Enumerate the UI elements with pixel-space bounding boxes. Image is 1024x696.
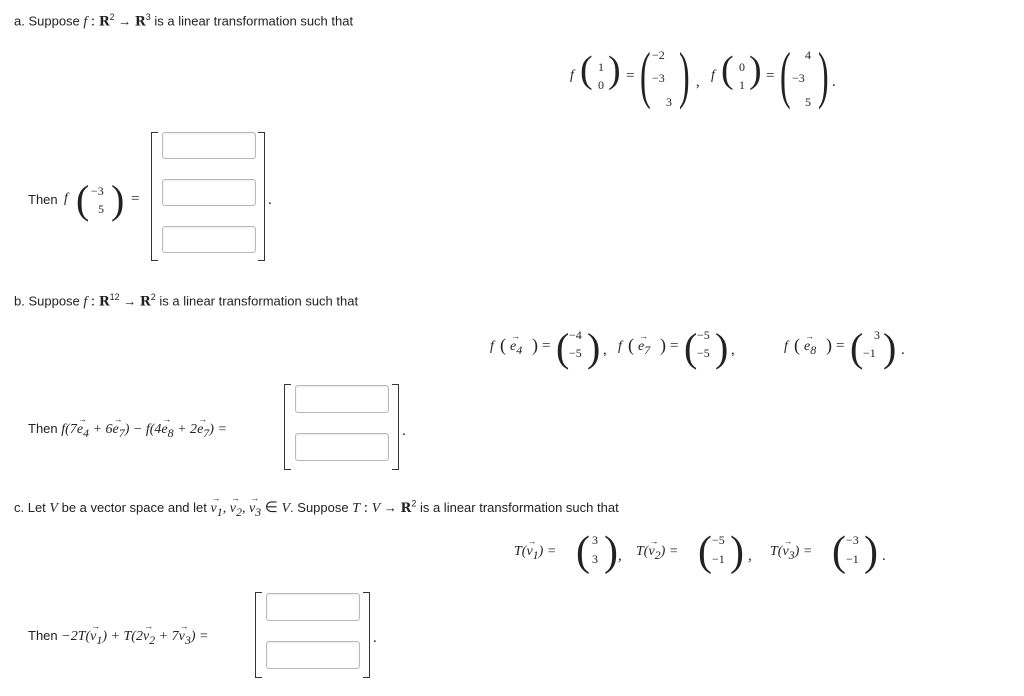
query-bottom: 5 <box>98 202 104 216</box>
part-a-query <box>28 177 158 224</box>
answer-c-input-2[interactable] <box>266 641 360 669</box>
open-paren: ( <box>850 325 864 370</box>
part-c-text-2: Suppose <box>297 500 349 515</box>
input-2-top: 0 <box>739 60 745 74</box>
domain-exponent: 12 <box>109 292 120 302</box>
f-e4-bottom: −5 <box>569 346 582 360</box>
e7-subscript: 7 <box>644 342 651 357</box>
output-1-b: −3 <box>652 71 665 85</box>
f-e7-bottom: −5 <box>697 346 710 360</box>
answer-c-right-bracket <box>363 592 370 678</box>
close-paren: ) <box>111 177 125 222</box>
e4-subscript: 4 <box>516 342 523 357</box>
answer-c-input-1[interactable] <box>266 593 360 621</box>
part-a-statement: a. Suppose f : $R^2 \to R^3$ is a linear transformation such that <box>14 12 354 30</box>
open-paren: ( <box>721 49 734 91</box>
equals-sign: = <box>626 68 635 84</box>
f-symbol: f <box>570 68 574 83</box>
part-b-query: Then $f(7\to e_4 + 6\to e_7) - f(4\to e_8 + 2\to e_7)$ = <box>28 421 227 441</box>
answer-b-left-bracket <box>284 384 291 470</box>
part-c-text-1: be a vector space and let <box>61 500 207 515</box>
then-label: Then <box>28 192 58 207</box>
answer-a-input-3[interactable] <box>162 226 256 253</box>
close-paren: ) <box>608 49 621 91</box>
f-symbol: f <box>618 339 622 354</box>
domain-exponent: 2 <box>109 12 115 22</box>
T-v2-bottom: −1 <box>712 552 725 566</box>
part-b-label: b. Suppose <box>14 293 80 309</box>
equals-sign: = <box>766 68 775 84</box>
e8-subscript: 8 <box>810 342 817 357</box>
output-2-b: −3 <box>792 71 805 85</box>
output-1-c: 3 <box>666 95 672 109</box>
answer-a-right-bracket <box>258 132 265 261</box>
part-b-statement: b. Suppose f : $R^{12} \to R^2$ is a linear transformation such that <box>14 292 359 310</box>
T-v1-bottom: 3 <box>592 552 598 566</box>
query-top: −3 <box>91 184 104 198</box>
part-a-label: a. Suppose <box>14 13 80 29</box>
answer-b-input-1[interactable] <box>295 385 389 413</box>
space-V: V <box>49 501 58 516</box>
close-paren: ) <box>730 529 744 575</box>
part-a-given-values: f ( 1 0 ) = ( −2 −3 3 ) , f ( 0 1 ) = ( 4 −3 5 ) . <box>570 39 836 110</box>
T-v3-top: −3 <box>846 533 859 547</box>
output-2-a: 4 <box>805 48 811 62</box>
answer-a-left-bracket <box>151 132 158 261</box>
input-2-bottom: 1 <box>739 78 745 92</box>
codomain-exponent: 2 <box>150 292 156 302</box>
part-b-given-values: f ( → $e_4$ ) = ( −4 −5 ) , f ( → $e_7$ ) = ( −5 −5 ) , f ( → $e_8$ ) = ( 3 −1 ) . <box>490 326 920 370</box>
codomain-exponent: 2 <box>411 498 417 509</box>
then-label: Then <box>28 421 58 436</box>
T-v1-top: 3 <box>592 533 598 547</box>
period: . <box>402 423 406 439</box>
answer-c-left-bracket <box>255 592 262 678</box>
close-paren: ) <box>715 325 729 370</box>
close-paren: ) <box>587 325 601 370</box>
output-2-c: 5 <box>805 95 811 109</box>
equals-sign: = <box>131 191 140 207</box>
input-1-bottom: 0 <box>598 78 604 92</box>
close-paren: ) <box>818 39 829 110</box>
f-symbol: f <box>784 339 788 354</box>
then-label: Then <box>28 628 58 643</box>
part-c-label: c. Let <box>14 500 46 515</box>
f-symbol: f <box>711 68 715 83</box>
period: . <box>373 630 377 646</box>
T-v3-bottom: −1 <box>846 552 859 566</box>
output-1-a: −2 <box>652 48 665 62</box>
f-e4-top: −4 <box>569 328 582 342</box>
close-paren: ) <box>749 49 762 91</box>
open-paren: ( <box>576 529 590 575</box>
close-paren: ) <box>864 529 878 575</box>
f-e8-top: 3 <box>874 328 880 342</box>
map-name: f <box>83 14 88 30</box>
map-name: f <box>83 294 88 310</box>
open-paren: ( <box>556 325 570 370</box>
f-e8-bottom: −1 <box>863 346 876 360</box>
T-v2-top: −5 <box>712 533 725 547</box>
close-paren: ) <box>883 325 897 370</box>
part-c-statement: c. Let V be a vector space and let → $v_1$, → $v_2$, → $v_3$ ∈ V. Suppose T : $V \to R^2$ is a linear transformation such that <box>14 498 619 520</box>
open-paren: ( <box>640 39 651 110</box>
open-paren: ( <box>580 49 593 91</box>
answer-b-input-2[interactable] <box>295 433 389 461</box>
input-1-top: 1 <box>598 60 604 74</box>
codomain-exponent: 3 <box>145 12 151 22</box>
f-symbol: f <box>64 191 68 206</box>
open-paren: ( <box>698 529 712 575</box>
open-paren: ( <box>76 177 90 222</box>
answer-a-input-2[interactable] <box>162 179 256 206</box>
answer-b-right-bracket <box>392 384 399 470</box>
part-b-suffix: is a linear transformation such that <box>159 293 359 309</box>
open-paren: ( <box>832 529 846 575</box>
answer-a-input-1[interactable] <box>162 132 256 159</box>
f-e7-top: −5 <box>697 328 710 342</box>
part-a-suffix: is a linear transformation such that <box>154 13 354 29</box>
part-c-suffix: is a linear transformation such that <box>419 500 619 515</box>
open-paren: ( <box>780 39 791 110</box>
part-c-given-values: $T(\to v_1)$ = ( 3 3 ) , $T(\to v_2)$ = ( −5 −1 ) , $T(\to v_3)$ = ( −3 −1 ) . <box>514 530 894 578</box>
part-c-query: Then $-2T(\to v_1) + T(2\to v_2 + 7\to v_3)$ = <box>28 628 208 648</box>
close-paren: ) <box>604 529 618 575</box>
period: . <box>268 192 272 208</box>
close-paren: ) <box>679 39 690 110</box>
open-paren: ( <box>684 325 698 370</box>
f-symbol: f <box>490 339 494 354</box>
